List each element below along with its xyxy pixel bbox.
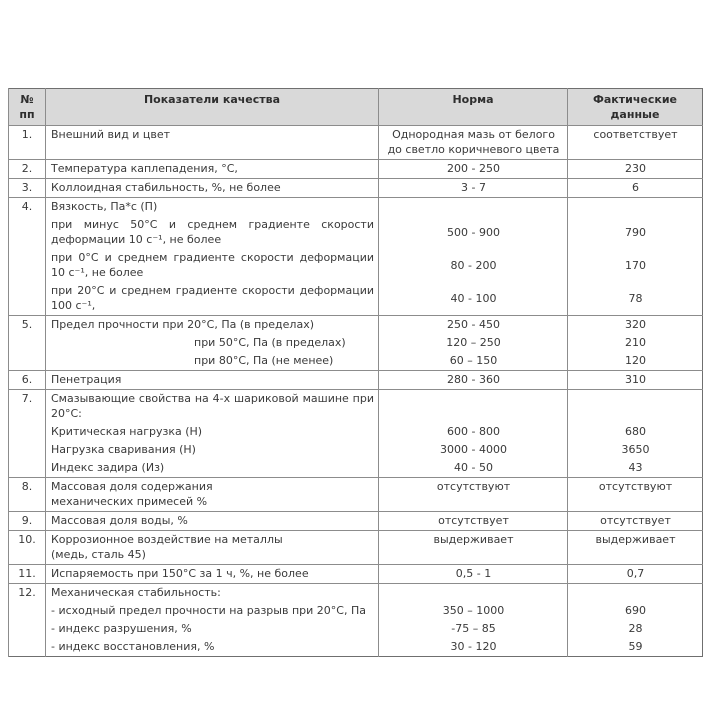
cell-indicator: Температура каплепадения, °С, [46,160,379,179]
cell-num: 8. [9,478,46,512]
cell-indicator: Предел прочности при 20°С, Па (в пределах) [46,316,379,335]
cell-norm: 30 - 120 [379,638,568,657]
header-indicator: Показатели качества [46,89,379,126]
cell-indicator-title: Механическая стабильность: [46,584,379,603]
cell-fact-empty [568,198,703,217]
cell-indicator: Массовая доля воды, % [46,512,379,531]
cell-fact: 170 [568,249,703,282]
header-norm: Норма [379,89,568,126]
quality-indicators-table [8,88,703,657]
cell-norm: -75 – 85 [379,620,568,638]
cell-indicator: Индекс задира (Из) [46,459,379,478]
cell-norm-empty [379,584,568,603]
cell-fact: 680 [568,423,703,441]
cell-norm: отсутствует [379,512,568,531]
table-row [9,160,703,179]
cell-num: 4. [9,198,46,316]
cell-fact-empty [568,390,703,424]
cell-fact: 78 [568,282,703,316]
cell-num: 12. [9,584,46,657]
cell-indicator [46,478,379,512]
cell-indicator: Внешний вид и цвет [46,126,379,160]
cell-fact: отсутствуют [568,478,703,512]
header-num-line1: № [20,93,34,106]
cell-indicator: при 20°С и среднем градиенте скорости деформации 100 с⁻¹, [46,282,379,316]
cell-indicator: Критическая нагрузка (Н) [46,423,379,441]
cell-num: 6. [9,371,46,390]
table-subrow [9,249,703,282]
cell-norm: 350 – 1000 [379,602,568,620]
cell-fact: 0,7 [568,565,703,584]
cell-norm: 500 - 900 [379,216,568,249]
table-subrow [9,334,703,352]
header-num-line2: пп [19,108,35,121]
header-fact [568,89,703,126]
indicator-line: механических примесей % [51,495,208,508]
table-row [9,390,703,424]
cell-indicator: при 0°С и среднем градиенте скорости деформации 10 с⁻¹, не более [46,249,379,282]
indicator-line: Массовая доля содержания [51,480,213,493]
cell-num: 1. [9,126,46,160]
cell-norm: отсутствуют [379,478,568,512]
table-row [9,584,703,603]
table-row [9,179,703,198]
cell-norm: 40 - 50 [379,459,568,478]
cell-indicator: - индекс разрушения, % [46,620,379,638]
cell-norm: 250 - 450 [379,316,568,335]
cell-indicator: Испаряемость при 150°С за 1 ч, %, не более [46,565,379,584]
indicator-line: (медь, сталь 45) [51,548,146,561]
cell-fact: 3650 [568,441,703,459]
cell-indicator-title: Вязкость, Па*с (П) [46,198,379,217]
cell-norm: 120 – 250 [379,334,568,352]
cell-norm: Однородная мазь от белого до светло коричневого цвета [379,126,568,160]
cell-fact: 120 [568,352,703,371]
cell-num: 10. [9,531,46,565]
cell-fact: 6 [568,179,703,198]
cell-num: 9. [9,512,46,531]
cell-norm: 200 - 250 [379,160,568,179]
cell-num: 11. [9,565,46,584]
cell-fact: 28 [568,620,703,638]
table-subrow [9,423,703,441]
cell-num: 7. [9,390,46,478]
cell-norm: 40 - 100 [379,282,568,316]
table-body [9,126,703,657]
cell-norm: 0,5 - 1 [379,565,568,584]
cell-norm-empty [379,390,568,424]
table-header [9,89,703,126]
cell-num: 3. [9,179,46,198]
cell-norm: 280 - 360 [379,371,568,390]
cell-indicator: при 50°С, Па (в пределах) [46,334,379,352]
cell-fact: отсутствует [568,512,703,531]
cell-fact-empty [568,584,703,603]
cell-fact: 320 [568,316,703,335]
cell-indicator: - исходный предел прочности на разрыв при 20°С, Па [46,602,379,620]
header-fact-line1: Фактические [592,93,678,106]
cell-fact: соответствует [568,126,703,160]
table-row [9,316,703,335]
header-fact-line2: данные [610,108,660,121]
table-subrow [9,459,703,478]
cell-fact: 790 [568,216,703,249]
cell-norm-empty [379,198,568,217]
cell-indicator: Пенетрация [46,371,379,390]
cell-fact: 230 [568,160,703,179]
table-subrow [9,441,703,459]
cell-norm: 3 - 7 [379,179,568,198]
cell-indicator-title: Смазывающие свойства на 4-х шариковой машине при 20°С: [46,390,379,424]
table-subrow [9,216,703,249]
table-row [9,478,703,512]
header-num [9,89,46,126]
table-row [9,198,703,217]
table-row [9,531,703,565]
cell-indicator: Коллоидная стабильность, %, не более [46,179,379,198]
table-subrow [9,620,703,638]
cell-fact: 310 [568,371,703,390]
table-subrow [9,352,703,371]
cell-norm: 60 – 150 [379,352,568,371]
table-subrow [9,282,703,316]
cell-fact: 43 [568,459,703,478]
table-subrow [9,638,703,657]
table-row [9,371,703,390]
cell-fact: 210 [568,334,703,352]
indicator-line: Коррозионное воздействие на металлы [51,533,283,546]
cell-norm: выдерживает [379,531,568,565]
table-row [9,512,703,531]
cell-indicator: при 80°С, Па (не менее) [46,352,379,371]
cell-num: 5. [9,316,46,371]
cell-indicator [46,531,379,565]
cell-num: 2. [9,160,46,179]
cell-fact: выдерживает [568,531,703,565]
table-row [9,565,703,584]
cell-fact: 690 [568,602,703,620]
cell-fact: 59 [568,638,703,657]
cell-norm: 3000 - 4000 [379,441,568,459]
cell-norm: 80 - 200 [379,249,568,282]
header-row [9,89,703,126]
table-subrow [9,602,703,620]
cell-indicator: при минус 50°С и среднем градиенте скорости деформации 10 с⁻¹, не более [46,216,379,249]
cell-indicator: Нагрузка сваривания (Н) [46,441,379,459]
cell-norm: 600 - 800 [379,423,568,441]
cell-indicator: - индекс восстановления, % [46,638,379,657]
table-row [9,126,703,160]
